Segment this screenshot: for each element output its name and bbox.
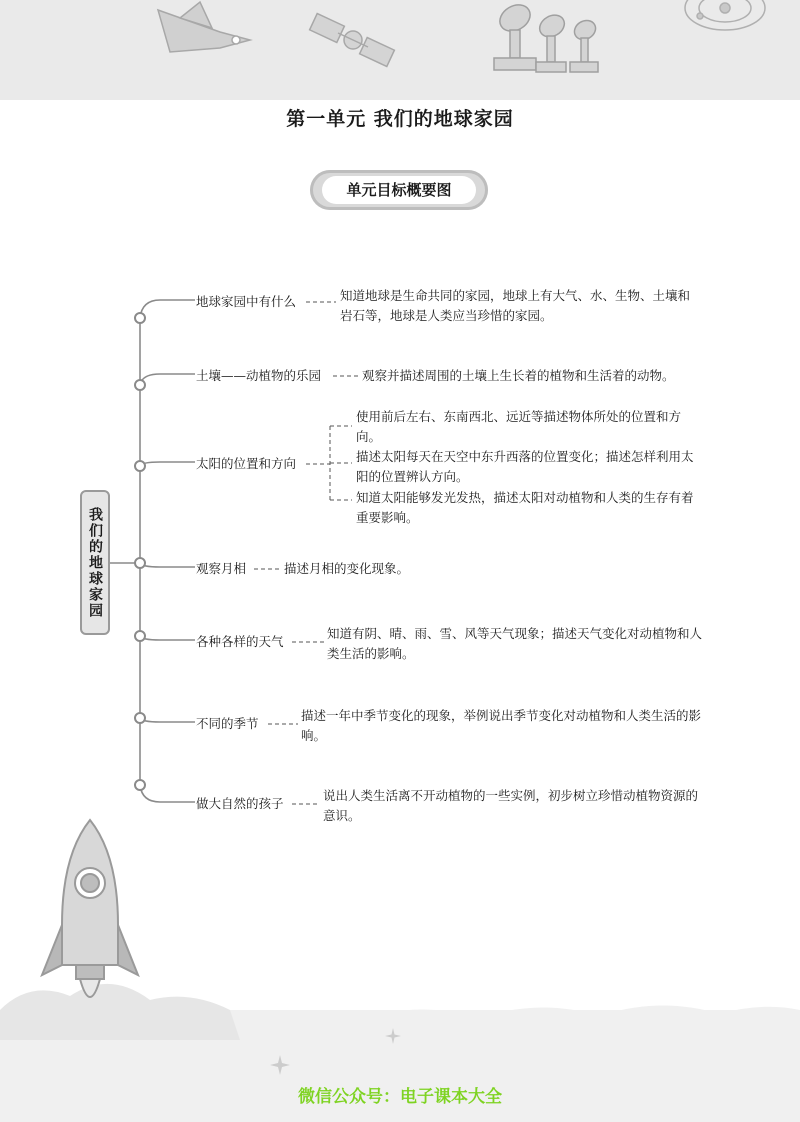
- topic-nature-child: 做大自然的孩子: [196, 796, 284, 811]
- sparkle-icon: [385, 1028, 401, 1044]
- desc-nature-child: 说出人类生活离不开动植物的一些实例，初步树立珍惜动植物资源的意识。: [323, 788, 699, 823]
- desc-earth-home: 知道地球是生命共同的家园，地球上有大气、水、生物、土壤和岩石等，地球是人类应当珍惜的家园。: [340, 288, 691, 323]
- desc-sun-direction-3: 知道太阳能够发光发热，描述太阳对动植物和人类的生存有着重要影响。: [356, 490, 694, 525]
- desc-sun-direction-2: 描述太阳每天在天空中东升西落的位置变化；描述怎样利用太阳的位置辨认方向。: [356, 449, 694, 484]
- desc-weather: 知道有阴、晴、雨、雪、风等天气现象；描述天气变化对动植物和人类生活的影响。: [327, 626, 703, 661]
- footer-watermark: 微信公众号：电子课本大全: [298, 1087, 502, 1107]
- desc-seasons: 描述一年中季节变化的现象，举例说出季节变化对动植物和人类生活的影响。: [301, 708, 702, 743]
- topic-moon-phase: 观察月相: [196, 561, 247, 576]
- page-title: 第一单元 我们的地球家园: [286, 108, 514, 130]
- subtitle-label: 单元目标概要图: [322, 176, 476, 204]
- topic-seasons: 不同的季节: [196, 716, 259, 731]
- desc-moon-phase: 描述月相的变化现象。: [284, 561, 410, 576]
- desc-soil: 观察并描述周围的土壤上生长着的植物和生活着的动物。: [362, 368, 675, 383]
- topic-soil: 土壤——动植物的乐园: [196, 368, 322, 383]
- desc-sun-direction-1: 使用前后左右、东南西北、远近等描述物体所处的位置和方向。: [356, 409, 682, 444]
- root-label: 我们的地球家园: [87, 506, 103, 619]
- rocket-icon: [40, 815, 140, 1025]
- root-node: [80, 490, 110, 635]
- topic-earth-home: 地球家园中有什么: [196, 294, 297, 309]
- topic-weather: 各种各样的天气: [196, 634, 284, 649]
- sparkle-icon: [270, 1055, 290, 1075]
- topic-sun-direction: 太阳的位置和方向: [196, 456, 297, 471]
